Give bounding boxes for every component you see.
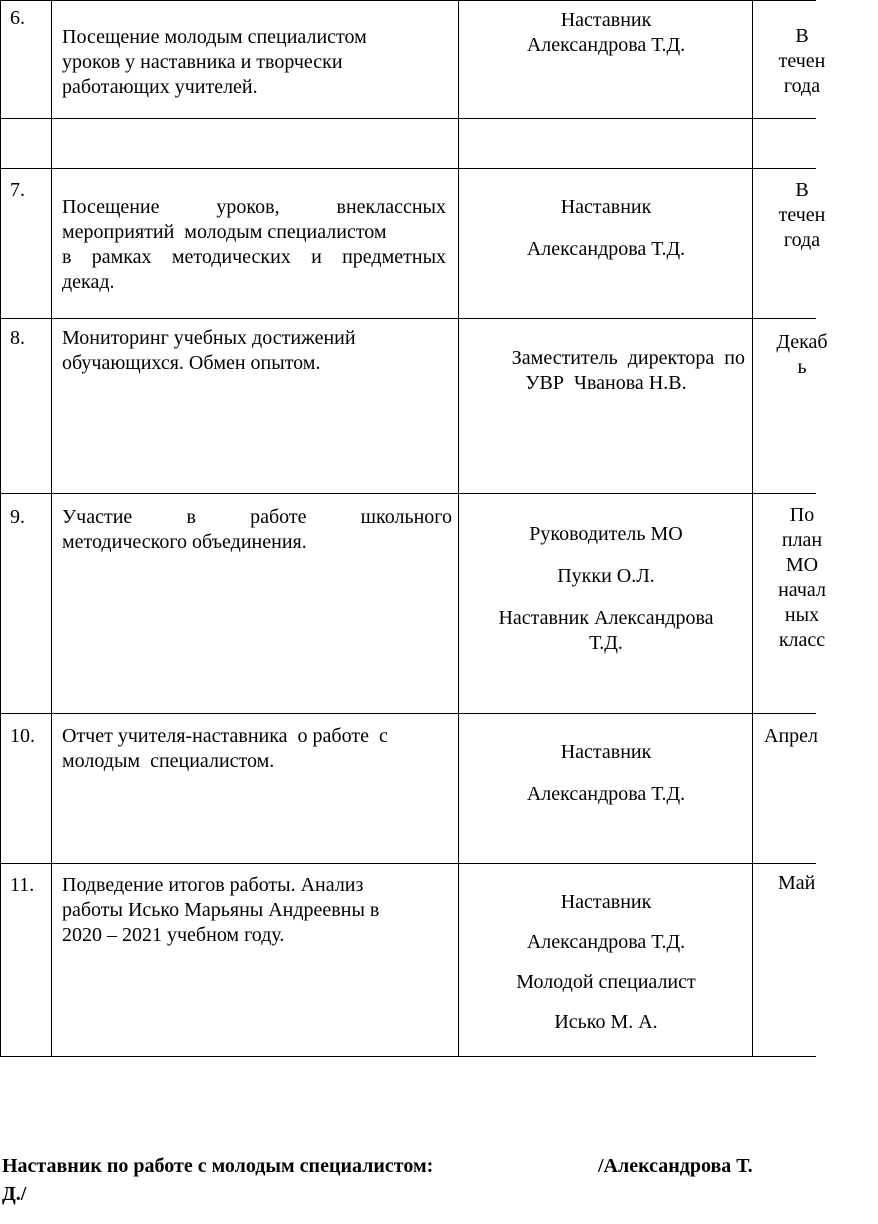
row-6-timing: В течен года (778, 25, 826, 97)
row-10-activity: Отчет учителя-наставника о работе с молодым специалистом. (62, 725, 388, 772)
row-10-timing: Апрел (764, 725, 819, 747)
row-11-responsible: Наставник Александрова Т.Д. Молодой специалист Исько М. А. (516, 891, 696, 1033)
row-11-activity: Подведение итогов работы. Анализ работы Исько Марьяны Андреевны в 2020 – 2021 учебном году. (62, 874, 380, 946)
row-7-timing: В течен года (778, 179, 826, 251)
row-9-responsible: Руководитель МО Пукки О.Л. Наставник Александрова Т.Д. (498, 523, 714, 654)
signature-name: /Александрова Т. (598, 1155, 753, 1177)
row-11-timing: Май (778, 872, 816, 894)
row-7-number: 7. (10, 179, 25, 201)
row-6-responsible: Наставник Александрова Т.Д. (526, 9, 686, 56)
row-6-number: 6. (10, 7, 25, 29)
row-9-activity: Участие в работе школьного методического объединения. (62, 506, 452, 553)
row-8-responsible: Заместитель директора по УВР Чванова Н.В. (511, 347, 745, 394)
row-11-number: 11. (10, 874, 35, 896)
row-10-responsible: Наставник Александрова Т.Д. (526, 741, 686, 805)
row-7-activity: Посещение уроков, внеклассных мероприятий молодым специалистом в рамках методических и предметных декад. (62, 196, 446, 293)
row-9-timing: По план МО начал ных класс (778, 504, 826, 651)
signature-name-continued: Д./ (2, 1183, 27, 1205)
row-8-number: 8. (10, 327, 25, 349)
row-8-activity: Мониторинг учебных достижений обучающихся. Обмен опытом. (62, 327, 356, 374)
row-8-timing: Декаб ь (776, 331, 828, 378)
row-10-number: 10. (10, 725, 35, 747)
row-9-number: 9. (10, 506, 25, 528)
row-6-activity: Посещение молодым специалистом уроков у наставника и творчески работающих учителей. (62, 26, 367, 98)
row-7-responsible: Наставник Александрова Т.Д. (526, 196, 686, 260)
signature-block (2, 1152, 816, 1208)
signature-label: Наставник по работе с молодым специалистом: (2, 1155, 434, 1177)
